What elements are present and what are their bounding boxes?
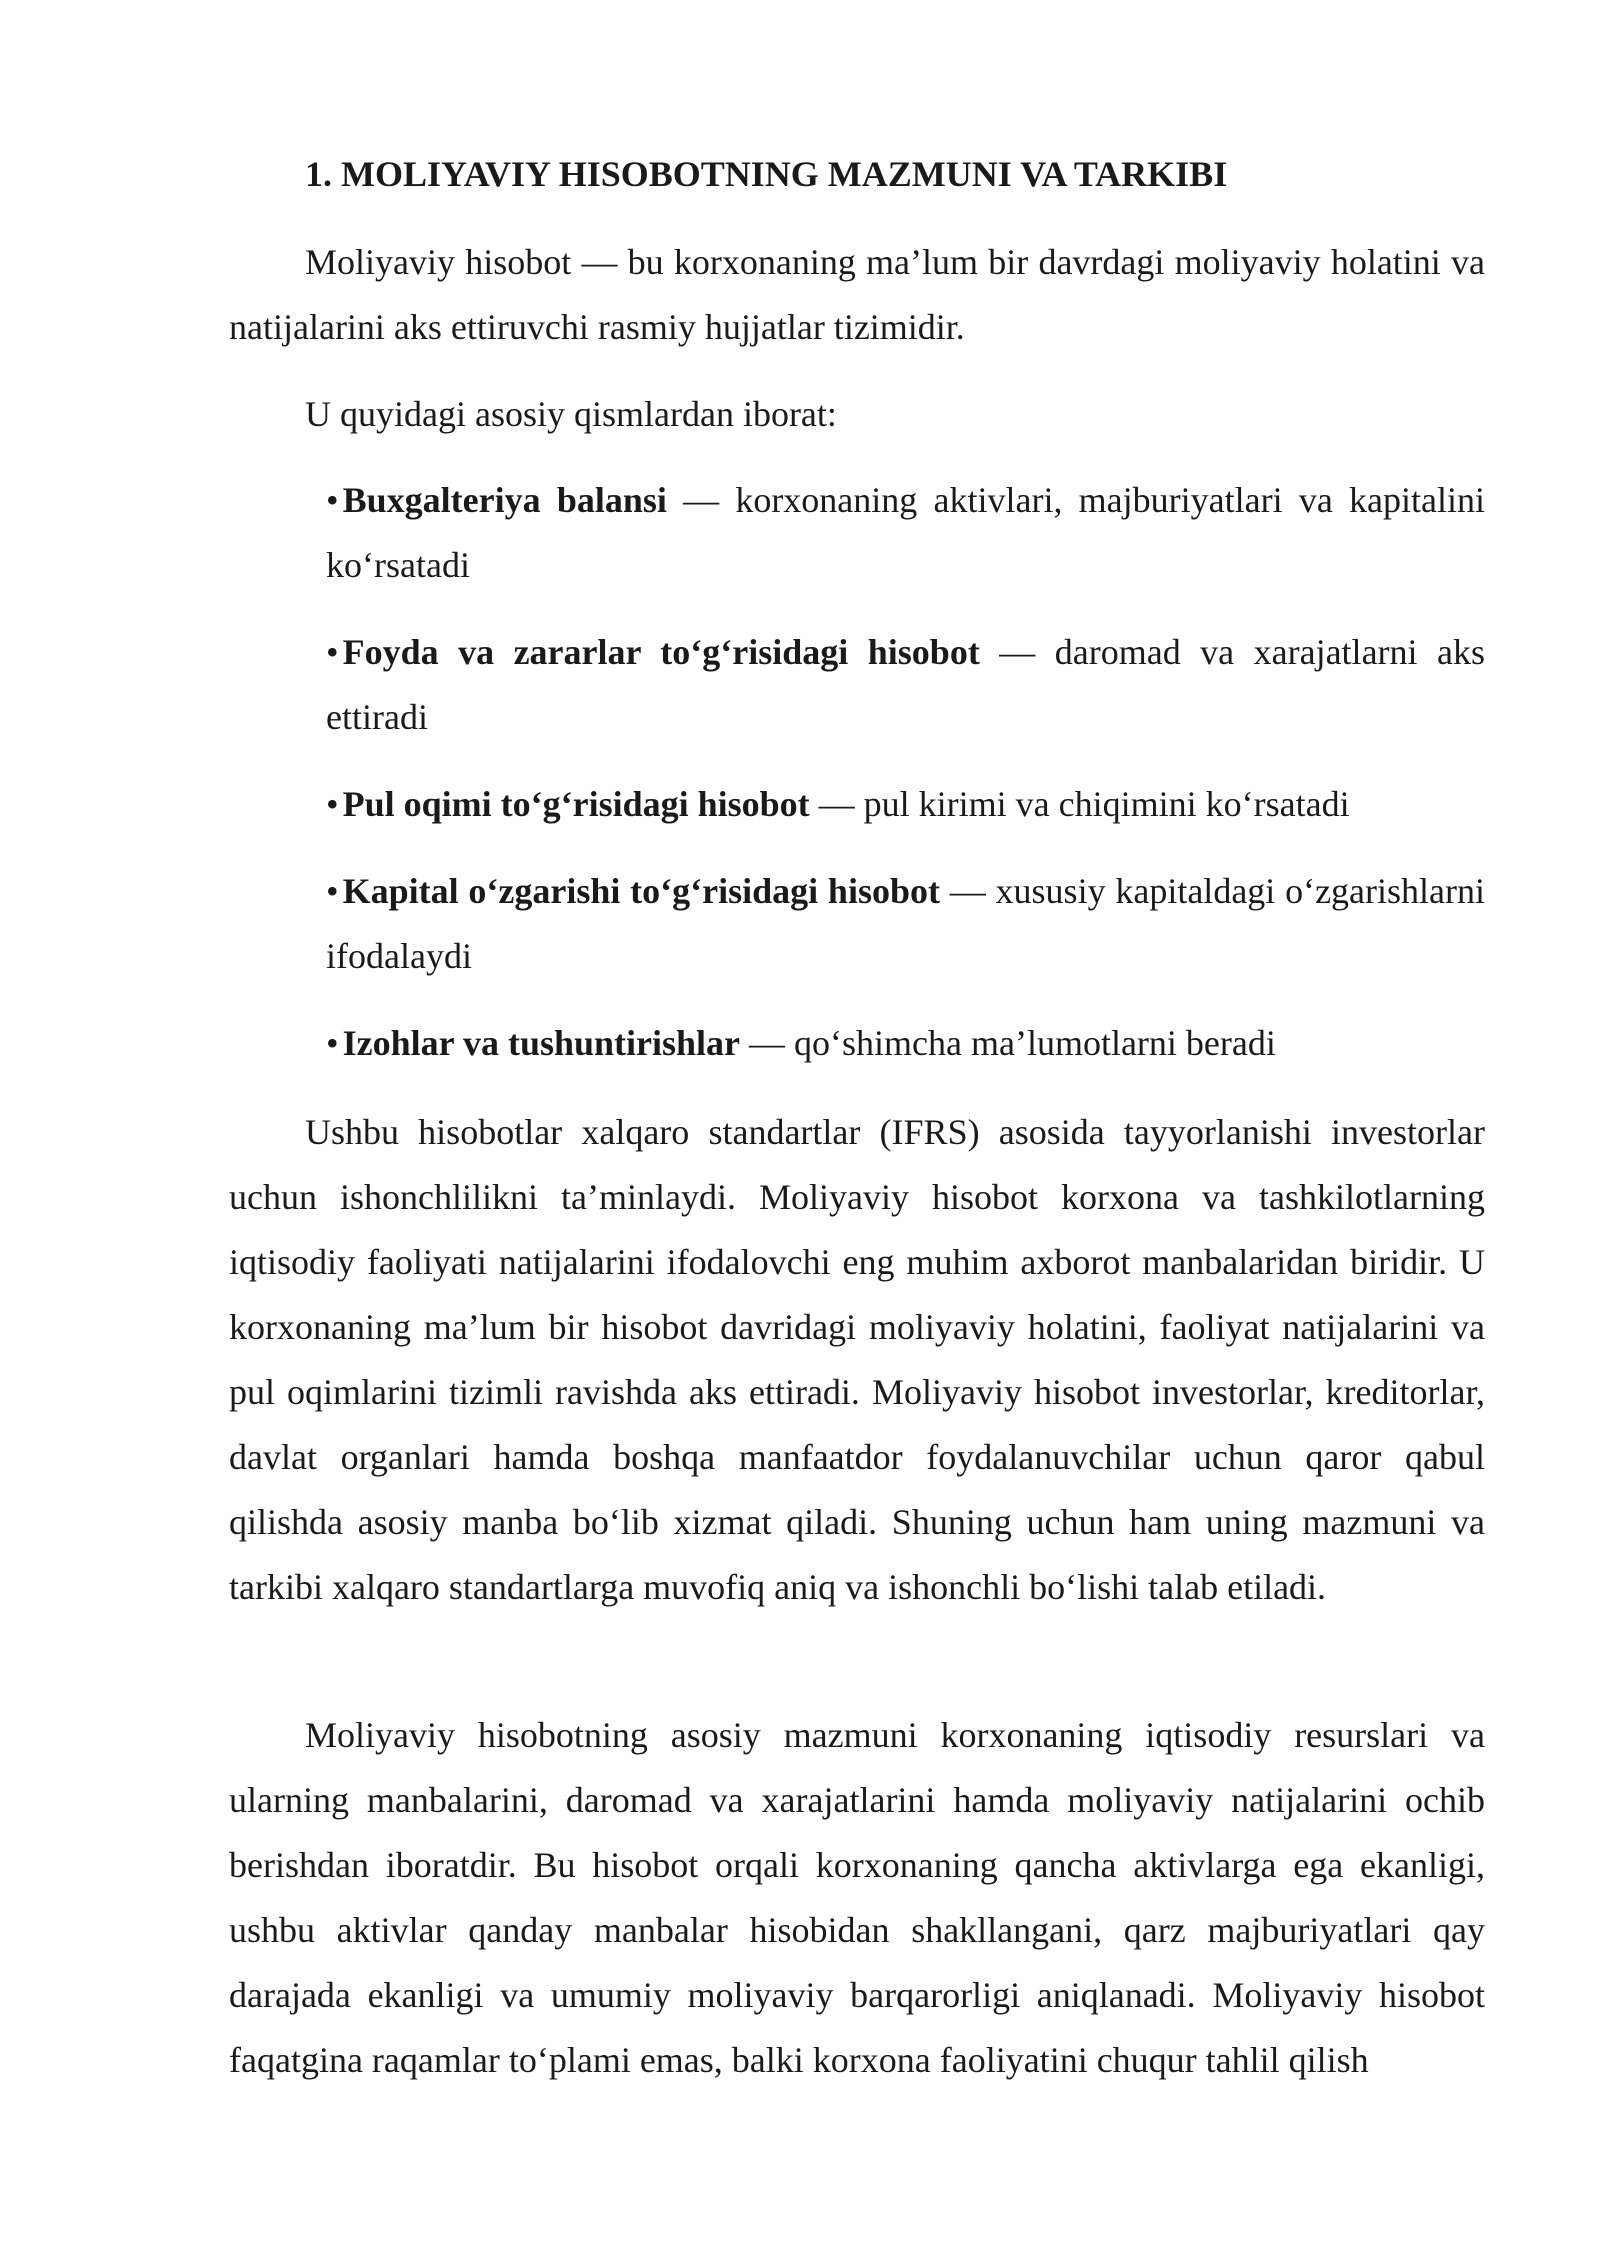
list-item [326, 859, 1485, 989]
standards-paragraph: Ushbu hisobotlar xalqaro standartlar (IFRS) asosida tayyorlanishi investorlar uchun ishonchlilikni ta’minlaydi. Moliyaviy hisobot korxona va tashkilotlarning iqtisodiy faoliyati natijalarini ifodalovchi eng muhim axborot manbalaridan biridir. U korxonaning ma’lum bir hisobot davridagi moliyaviy holatini, faoliyat natijalarini va pul oqimlarini tizimli ravishda aks ettiradi. Moliyaviy hisobot investorlar, kreditorlar, davlat organlari hamda boshqa manfaatdor foydalanuvchilar uchun qaror qabul qilishda asosiy manba bo‘lib xizmat qiladi. Shuning uchun ham uning mazmuni va tarkibi xalqaro standartlarga muvofiq aniq va ishonchli bo‘lishi talab etiladi. [229, 1112, 1485, 1607]
intro-paragraph: Moliyaviy hisobot — bu korxonaning ma’lum bir davrdagi moliyaviy holatini va natijalarini aks ettiruvchi rasmiy hujjatlar tizimidir. [229, 242, 1485, 347]
list-item-text: — korxonaning aktivlari, majburiyatlari va kapitalini ko‘rsatadi [326, 480, 1485, 585]
list-item [326, 1011, 1485, 1076]
list-item-text: — daromad va xarajatlarni aks ettiradi [326, 632, 1485, 737]
bullet-icon: • [326, 1023, 339, 1063]
list-item-title: Foyda va zararlar to‘g‘risidagi hisobot [342, 632, 980, 672]
list-item [326, 468, 1485, 598]
list-item-title: Buxgalteriya balansi [342, 480, 667, 520]
bullet-icon: • [326, 784, 339, 824]
bullet-icon: • [326, 632, 339, 672]
parts-lead-paragraph: U quyidagi asosiy qismlardan iborat: [305, 394, 837, 434]
content-paragraph: Moliyaviy hisobotning asosiy mazmuni korxonaning iqtisodiy resurslari va ularning manbalarini, daromad va xarajatlarini hamda moliyaviy natijalarini ochib berishdan iboratdir. Bu hisobot orqali korxonaning qancha aktivlarga ega ekanligi, ushbu aktivlar qanday manbalar hisobidan shakllangani, qarz majburiyatlari qay darajada ekanligi va umumiy moliyaviy barqarorligi aniqlanadi. Moliyaviy hisobot faqatgina raqamlar to‘plami emas, balki korxona faoliyatini chuqur tahlil qilish [229, 1715, 1485, 2080]
section-heading: 1. MOLIYAVIY HISOBOTNING MAZMUNI VA TARKIBI [305, 154, 1228, 194]
list-item-title: Izohlar va tushuntirishlar [342, 1023, 741, 1063]
list-item-text: — qo‘shimcha ma’lumotlarni beradi [740, 1023, 1276, 1063]
list-item-title: Pul oqimi to‘g‘risidagi hisobot [342, 784, 810, 824]
bullet-icon: • [326, 871, 339, 911]
list-item [326, 620, 1485, 750]
list-item-text: — xususiy kapitaldagi o‘zgarishlarni ifodalaydi [326, 871, 1485, 976]
bullet-icon: • [326, 480, 339, 520]
list-item-title: Kapital o‘zgarishi to‘g‘risidagi hisobot [342, 871, 940, 911]
list-item [326, 772, 1485, 837]
list-item-text: — pul kirimi va chiqimini ko‘rsatadi [809, 784, 1350, 824]
